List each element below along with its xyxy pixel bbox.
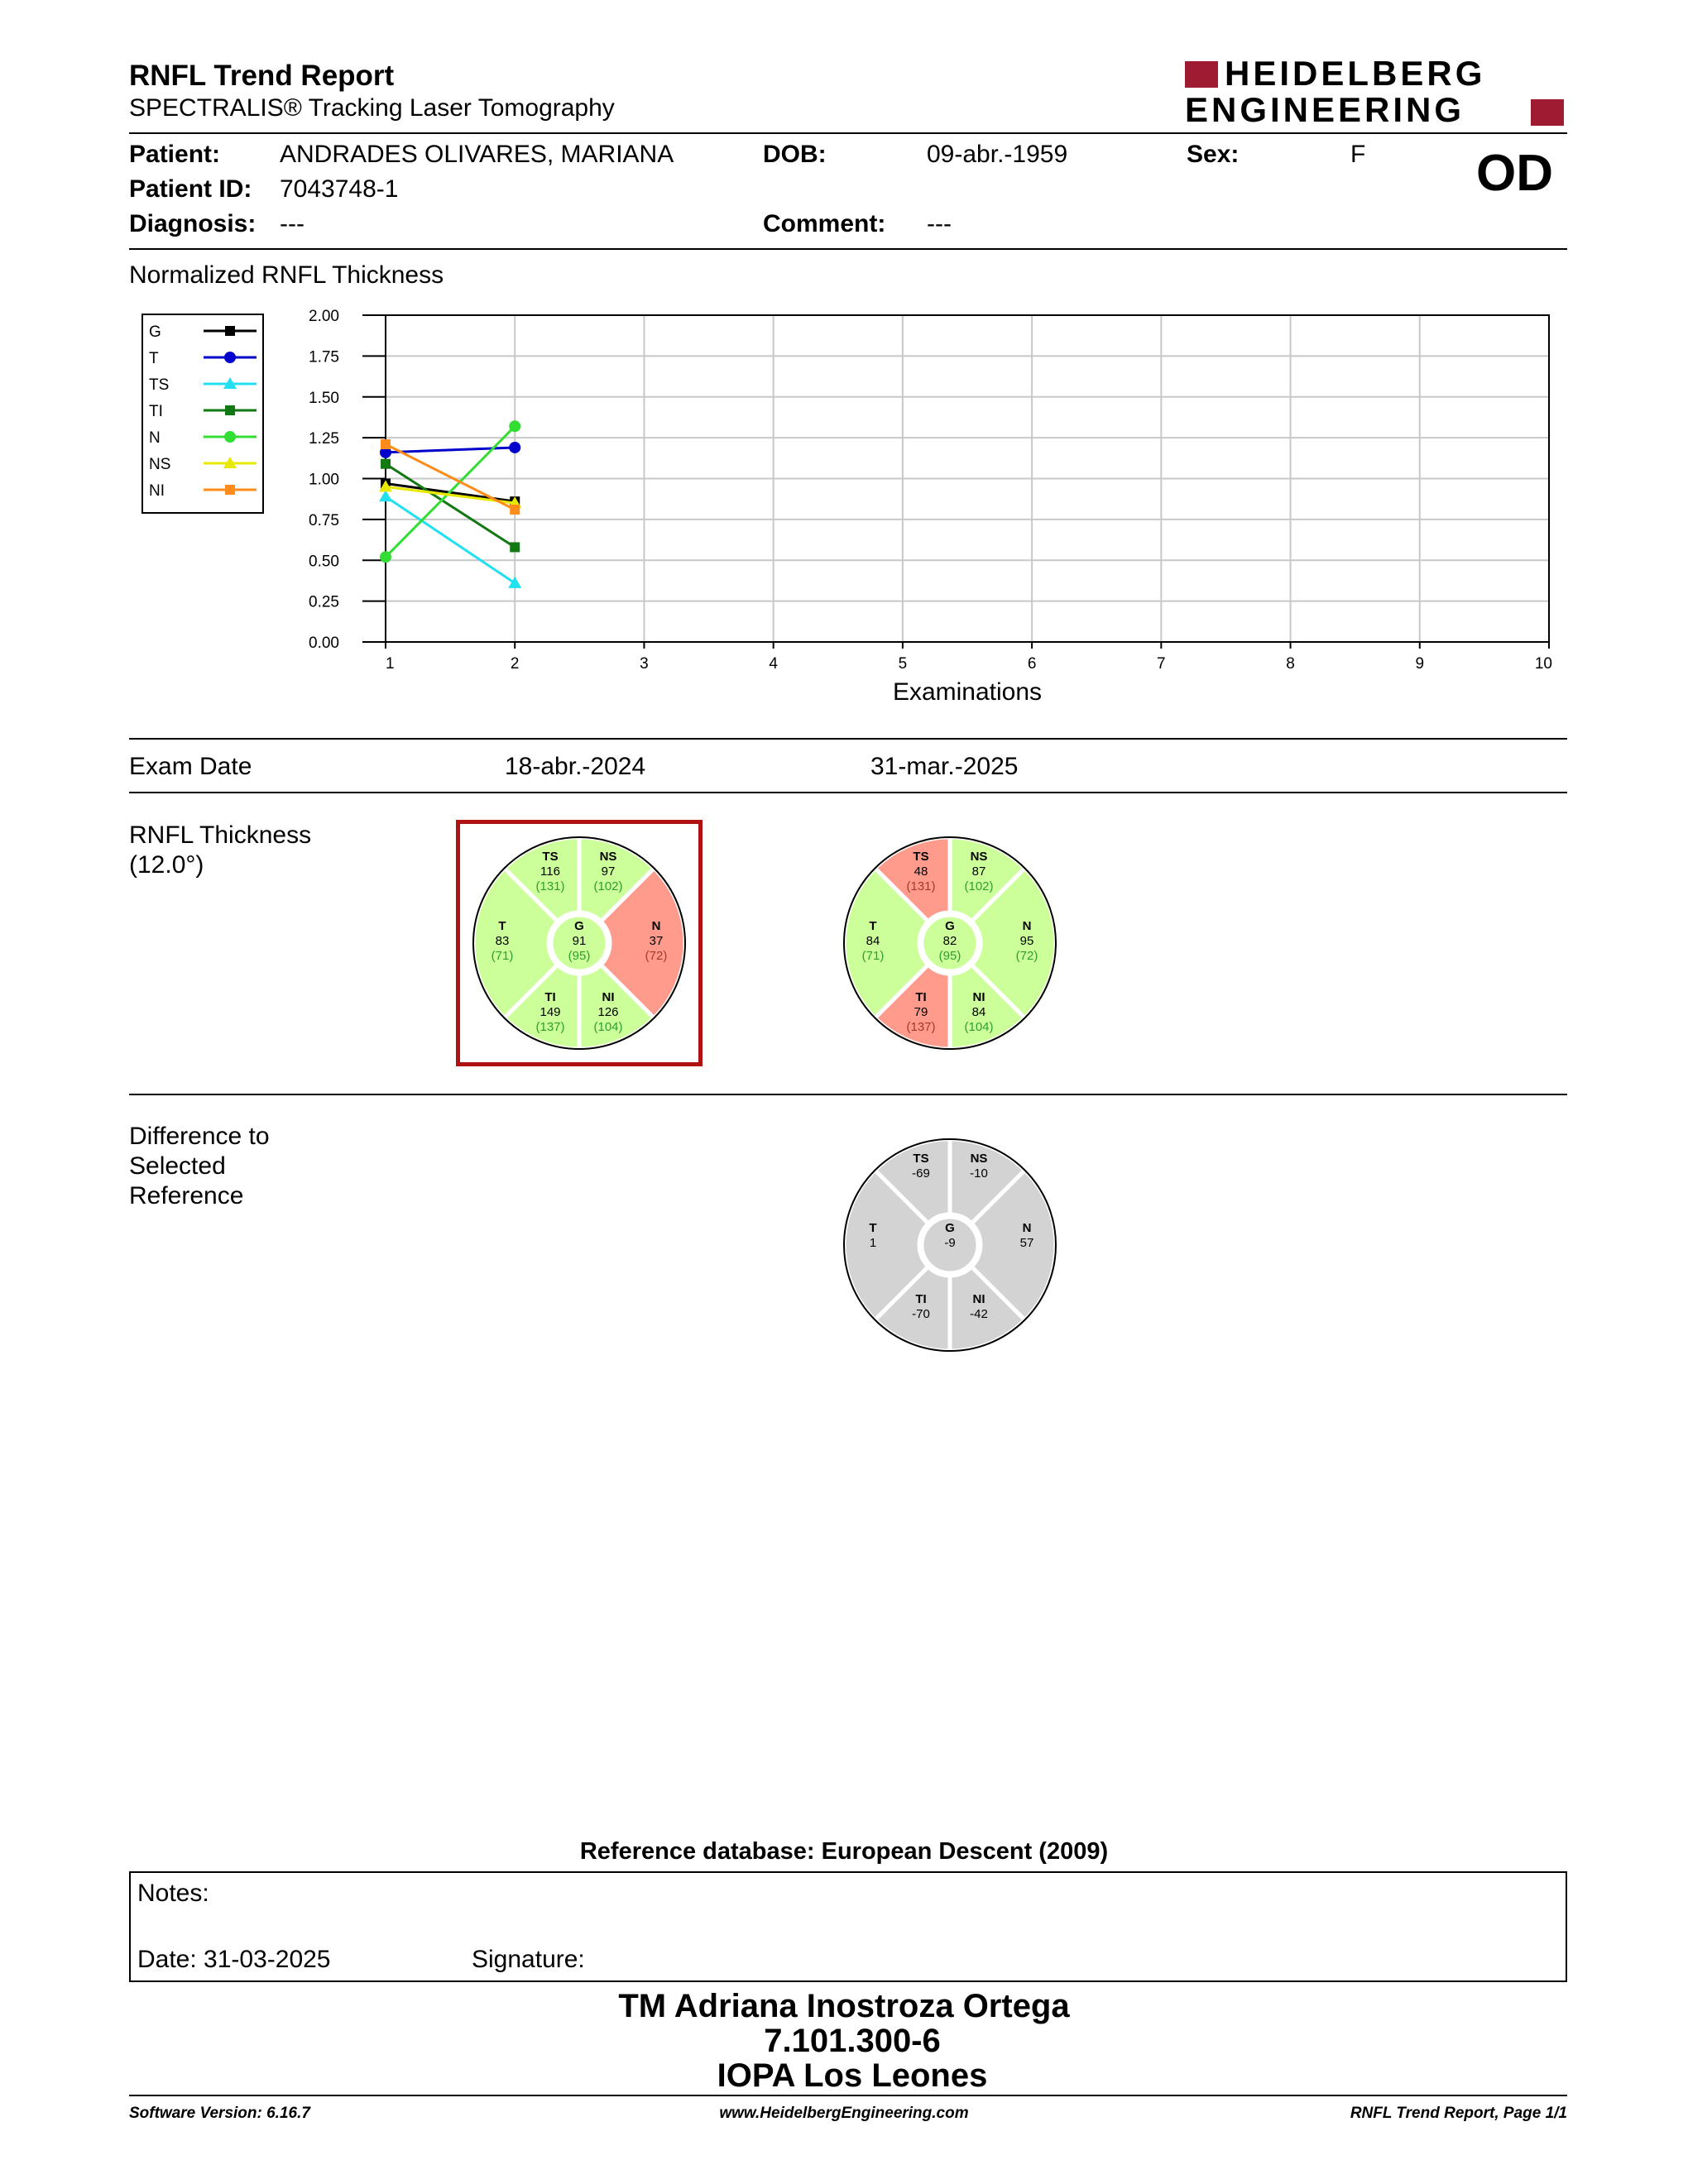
sector-value-ti: -70	[912, 1307, 930, 1321]
sector-label-t: T	[869, 1221, 877, 1235]
x-tick-label: 7	[1157, 655, 1166, 673]
y-tick-label: 1.50	[309, 389, 339, 407]
comment-label: Comment:	[763, 210, 886, 237]
sector-label-g: G	[945, 1221, 955, 1235]
sector-value-n: 37	[649, 934, 664, 948]
page-number: RNFL Trend Report, Page 1/1	[1350, 2105, 1567, 2122]
rnfl-circle-exam-2[interactable]	[842, 836, 1057, 1051]
signature-label: Signature:	[472, 1946, 585, 1973]
sector-reference-ns: (102)	[964, 879, 994, 893]
sector-label-ts: TS	[913, 850, 929, 864]
data-point	[510, 542, 520, 552]
y-tick-label: 0.50	[309, 553, 339, 571]
sector-reference-n: (72)	[645, 949, 668, 963]
sector-label-ns: NS	[970, 850, 988, 864]
x-tick-label: 6	[1027, 655, 1037, 673]
reference-database: Reference database: European Descent (2009)	[579, 1838, 1109, 1865]
sector-label-n: N	[1022, 1221, 1032, 1235]
comment-value: ---	[927, 210, 952, 237]
patient-id-label: Patient ID:	[129, 175, 252, 203]
dob-value: 09-abr.-1959	[927, 141, 1068, 168]
patient-name: ANDRADES OLIVARES, MARIANA	[280, 141, 674, 168]
sector-label-ni: NI	[972, 1292, 985, 1306]
sector-value-ns: 97	[601, 864, 616, 879]
data-point	[381, 459, 391, 469]
sector-value-ns: -10	[970, 1166, 988, 1181]
y-tick-label: 1.00	[309, 471, 339, 489]
patient-id-value: 7043748-1	[280, 175, 399, 203]
y-tick-label: 1.75	[309, 348, 339, 366]
sector-reference-ti: (137)	[535, 1020, 565, 1034]
sector-value-ni: 126	[597, 1005, 619, 1019]
sector-label-g: G	[574, 919, 584, 933]
notes-date: Date: 31-03-2025	[137, 1946, 331, 1973]
logo-text-engineering: ENGINEERING	[1185, 90, 1465, 129]
legend-label: T	[149, 350, 159, 367]
sector-reference-ts: (131)	[535, 879, 565, 893]
sector-label-n: N	[1022, 919, 1032, 933]
sector-label-ts: TS	[913, 1152, 929, 1166]
stamp-institution: IOPA Los Leones	[717, 2057, 988, 2094]
sector-label-ti: TI	[915, 1292, 927, 1306]
data-point	[224, 352, 236, 363]
legend-label: NI	[149, 482, 165, 500]
difference-circle	[842, 1138, 1057, 1353]
sector-label-ni: NI	[602, 990, 615, 1004]
sector-value-n: 57	[1019, 1236, 1034, 1250]
diagnosis-value: ---	[280, 210, 305, 237]
exam-date-1: 18-abr.-2024	[505, 753, 646, 780]
exam-date-label: Exam Date	[129, 753, 252, 780]
legend-label: TS	[149, 376, 170, 394]
diagnosis-label: Diagnosis:	[129, 210, 257, 237]
chart-legend	[142, 314, 263, 513]
sector-value-ni: 84	[971, 1005, 986, 1019]
sector-reference-ni: (104)	[593, 1020, 623, 1034]
sector-value-ts: 116	[540, 864, 560, 879]
data-point	[509, 420, 520, 432]
sector-reference-g: (95)	[938, 949, 961, 963]
data-point	[510, 505, 520, 515]
x-tick-label: 10	[1534, 655, 1552, 673]
software-version: Software Version: 6.16.7	[129, 2105, 310, 2122]
chart-title: Normalized RNFL Thickness	[129, 261, 444, 289]
sector-reference-ts: (131)	[906, 879, 936, 893]
x-tick-label: 5	[898, 655, 908, 673]
stamp-id: 7.101.300-6	[764, 2023, 941, 2059]
sector-reference-ns: (102)	[593, 879, 623, 893]
sector-reference-t: (71)	[491, 949, 514, 963]
sector-label-ni: NI	[972, 990, 985, 1004]
notes-label: Notes:	[137, 1880, 209, 1907]
data-point	[225, 326, 235, 336]
stamp-name: TM Adriana Inostroza Ortega	[618, 1988, 1070, 2024]
data-point	[224, 431, 236, 443]
exam-date-2: 31-mar.-2025	[870, 753, 1019, 780]
sex-value: F	[1350, 141, 1366, 168]
sector-value-g: 91	[572, 934, 587, 948]
x-tick-label: 9	[1415, 655, 1425, 673]
sector-value-ns: 87	[971, 864, 986, 879]
sector-value-n: 95	[1019, 934, 1034, 948]
x-axis-label: Examinations	[892, 678, 1043, 706]
sector-label-ns: NS	[970, 1152, 988, 1166]
x-tick-label: 8	[1286, 655, 1295, 673]
sector-value-t: 84	[866, 934, 880, 948]
sector-reference-ni: (104)	[964, 1020, 994, 1034]
sector-label-ns: NS	[599, 850, 617, 864]
sector-value-t: 1	[869, 1236, 877, 1250]
sector-value-t: 83	[495, 934, 510, 948]
legend-label: N	[149, 429, 161, 447]
sector-label-t: T	[498, 919, 506, 933]
difference-label-line-1: Difference to	[129, 1123, 270, 1150]
sector-reference-t: (71)	[861, 949, 885, 963]
sector-label-ti: TI	[544, 990, 556, 1004]
sector-label-g: G	[945, 919, 955, 933]
legend-label: G	[149, 323, 161, 341]
y-tick-label: 0.00	[309, 635, 339, 652]
y-tick-label: 0.25	[309, 593, 339, 611]
data-point	[380, 551, 391, 563]
data-point	[225, 405, 235, 415]
x-tick-label: 3	[640, 655, 649, 673]
sector-label-ts: TS	[542, 850, 559, 864]
y-tick-label: 0.75	[309, 511, 339, 529]
trend-chart	[0, 0, 1688, 728]
sector-value-g: 82	[942, 934, 957, 948]
sector-label-ti: TI	[915, 990, 927, 1004]
sector-value-ts: 48	[914, 864, 928, 879]
notes-box	[129, 1871, 1567, 1982]
data-point	[509, 442, 520, 453]
sector-value-ti: 149	[539, 1005, 561, 1019]
x-tick-label: 1	[386, 655, 395, 673]
logo-text-heidelberg: HEIDELBERG	[1225, 54, 1486, 93]
sector-value-ni: -42	[970, 1307, 988, 1321]
difference-label-line-2: Selected	[129, 1152, 226, 1180]
sector-value-g: -9	[944, 1236, 956, 1250]
sector-reference-n: (72)	[1015, 949, 1038, 963]
y-tick-label: 1.25	[309, 430, 339, 448]
data-point	[225, 485, 235, 495]
eye-indicator: OD	[1476, 145, 1553, 202]
rnfl-circle-exam-1[interactable]	[472, 836, 687, 1051]
rnfl-angle-label: (12.0°)	[129, 851, 204, 879]
website-link[interactable]: www.HeidelbergEngineering.com	[719, 2105, 969, 2122]
sector-reference-g: (95)	[568, 949, 591, 963]
sector-label-t: T	[869, 919, 877, 933]
dob-label: DOB:	[763, 141, 827, 168]
sector-value-ti: 79	[914, 1005, 928, 1019]
sector-label-n: N	[651, 919, 661, 933]
sector-value-ts: -69	[912, 1166, 930, 1181]
y-tick-label: 2.00	[309, 308, 339, 325]
legend-label: TI	[149, 403, 163, 420]
difference-label-line-3: Reference	[129, 1182, 244, 1209]
report-subtitle: SPECTRALIS® Tracking Laser Tomography	[129, 94, 615, 122]
x-tick-label: 4	[769, 655, 778, 673]
sector-reference-ti: (137)	[906, 1020, 936, 1034]
sex-label: Sex:	[1187, 141, 1240, 168]
legend-label: NS	[149, 456, 171, 473]
data-point	[381, 439, 391, 449]
x-tick-label: 2	[510, 655, 520, 673]
report-title: RNFL Trend Report	[129, 60, 395, 92]
rnfl-thickness-label: RNFL Thickness	[129, 821, 312, 849]
patient-label: Patient:	[129, 141, 221, 168]
